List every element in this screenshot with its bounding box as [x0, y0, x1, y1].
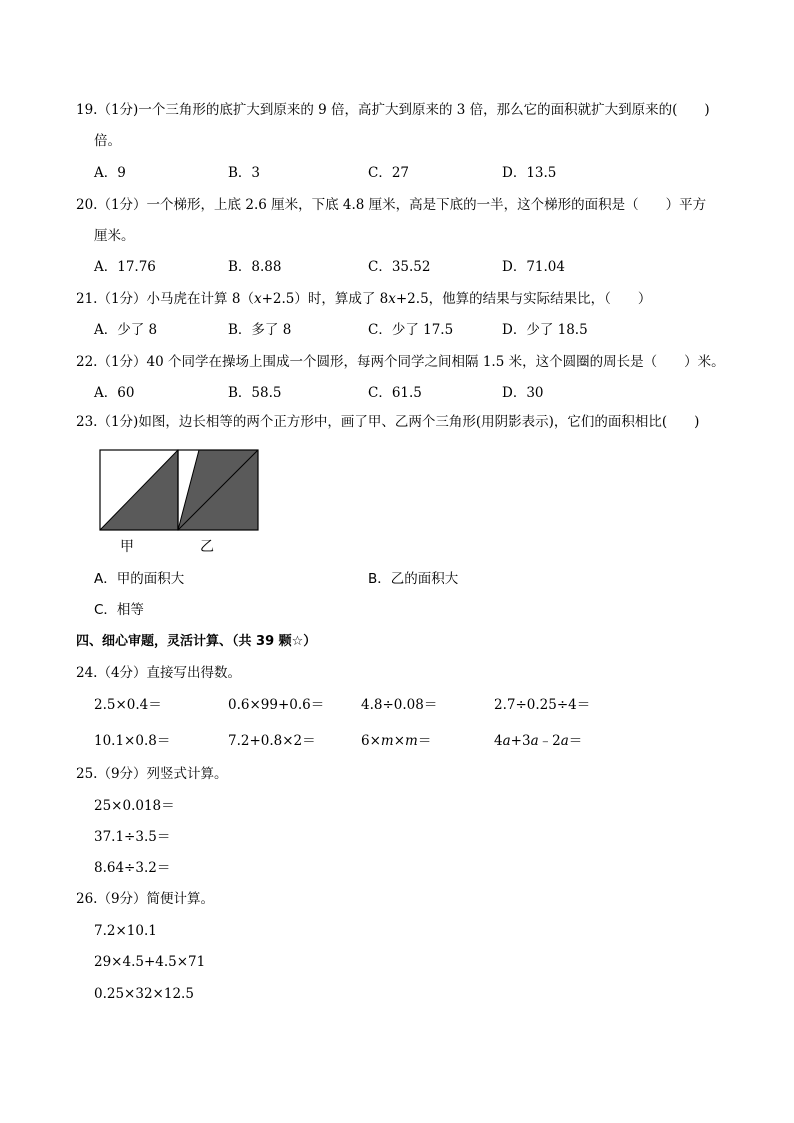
q24-item-5: 10.1×0.8＝	[94, 733, 171, 749]
q20-stem-cont: 厘米。	[94, 228, 135, 244]
q23-stem: 23.（1分)如图，边长相等的两个正方形中，画了甲、乙两个三角形(用阴影表示)，它们的面积相比( )	[76, 414, 700, 430]
q19-stem-cont: 倍。	[94, 133, 121, 149]
figure-label-yi: 乙	[200, 539, 214, 555]
q22-option-d[interactable]: D．30	[502, 385, 544, 401]
squares-triangles-figure	[99, 449, 259, 531]
q21-option-a[interactable]: A．少了 8	[94, 322, 158, 338]
q19-option-c[interactable]: C．27	[368, 165, 410, 181]
q26-stem: 26.（9分）简便计算。	[76, 891, 215, 907]
section-4-title: 四、细心审题，灵活计算、（共 39 颗☆）	[76, 634, 317, 649]
q26-item-1: 7.2×10.1	[94, 923, 157, 939]
q19-option-b[interactable]: B．3	[228, 165, 261, 181]
q24-item-4: 2.7÷0.25÷4＝	[494, 697, 591, 713]
q21-option-b[interactable]: B．多了 8	[228, 322, 292, 338]
q22-option-b[interactable]: B．58.5	[228, 385, 282, 401]
q26-item-2: 29×4.5+4.5×71	[94, 954, 206, 970]
q24-item-1: 2.5×0.4＝	[94, 697, 162, 713]
q26-item-3: 0.25×32×12.5	[94, 986, 194, 1002]
q23-option-b[interactable]: B．乙的面积大	[368, 571, 459, 587]
q24-stem: 24.（4分）直接写出得数。	[76, 665, 242, 681]
figure-label-jia: 甲	[120, 539, 134, 555]
q21-stem: 21.（1分）小马虎在计算 8（x+2.5）时，算成了 8x+2.5，他算的结果与实际结果比，（ ）	[76, 291, 652, 307]
q23-option-a[interactable]: A．甲的面积大	[94, 571, 185, 587]
q25-item-3: 8.64÷3.2＝	[94, 860, 171, 876]
q24-item-3: 4.8÷0.08＝	[361, 697, 438, 713]
q20-option-c[interactable]: C．35.52	[368, 259, 431, 275]
q24-item-2: 0.6×99+0.6＝	[228, 697, 325, 713]
q19-option-a[interactable]: A．9	[94, 165, 126, 181]
q20-option-d[interactable]: D．71.04	[502, 259, 565, 275]
q21-option-d[interactable]: D．少了 18.5	[502, 322, 588, 338]
q25-item-1: 25×0.018＝	[94, 798, 175, 814]
q24-item-6: 7.2+0.8×2＝	[228, 733, 316, 749]
q19-option-d[interactable]: D．13.5	[502, 165, 557, 181]
q23-option-c[interactable]: C．相等	[94, 602, 144, 618]
q22-stem: 22.（1分）40 个同学在操场上围成一个圆形，每两个同学之间相隔 1.5 米，这个圆圈的周长是（ ）米。	[76, 354, 725, 370]
q22-option-a[interactable]: A．60	[94, 385, 135, 401]
q21-option-c[interactable]: C．少了 17.5	[368, 322, 454, 338]
q20-option-a[interactable]: A．17.76	[94, 259, 156, 275]
q20-option-b[interactable]: B．8.88	[228, 259, 282, 275]
q24-item-8: 4a+3a﹣2a＝	[494, 733, 583, 749]
q19-stem: 19.（1分)一个三角形的底扩大到原来的 9 倍，高扩大到原来的 3 倍，那么它的面积就扩大到原来的( )	[76, 102, 710, 118]
q22-option-c[interactable]: C．61.5	[368, 385, 422, 401]
q24-item-7: 6×m×m＝	[361, 733, 432, 749]
q25-stem: 25.（9分）列竖式计算。	[76, 766, 228, 782]
q25-item-2: 37.1÷3.5＝	[94, 829, 171, 845]
q20-stem: 20.（1分）一个梯形，上底 2.6 厘米，下底 4.8 厘米，高是下底的一半，这个梯形的面积是（ ）平方	[76, 197, 707, 213]
